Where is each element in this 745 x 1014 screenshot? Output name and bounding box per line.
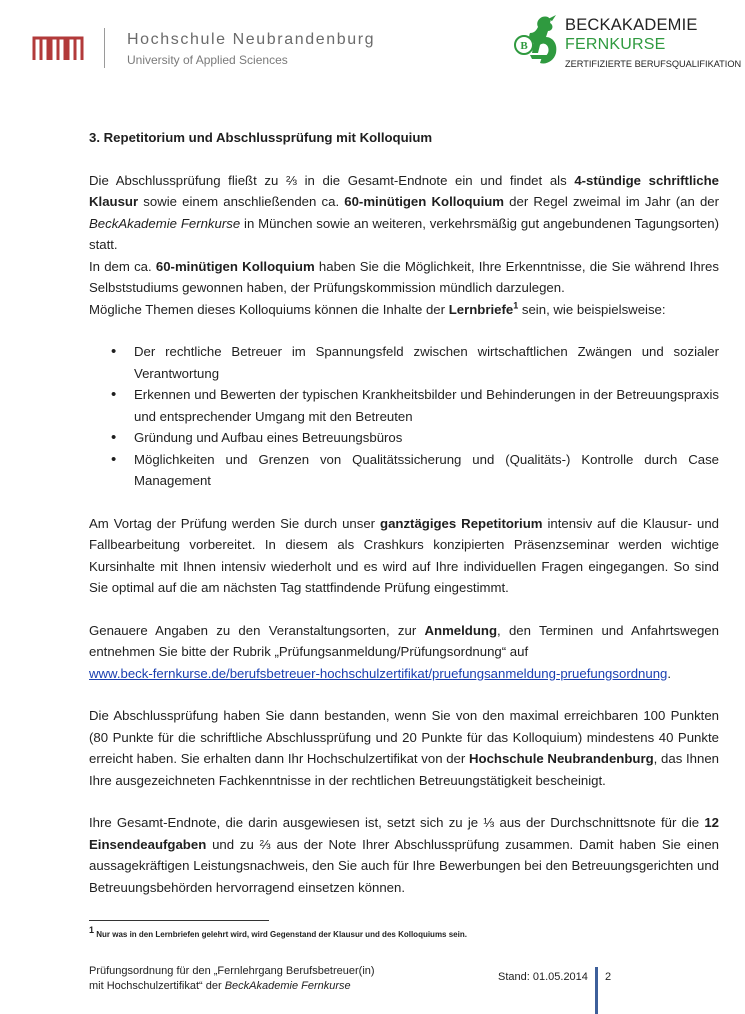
footer-document-title xyxy=(89,964,375,994)
paragraph-registration xyxy=(89,620,719,685)
bold-run: ganztägiges Repetitorium xyxy=(380,515,543,531)
bold-run: 60-minütigen Kolloquium xyxy=(155,258,315,274)
header-separator xyxy=(104,28,105,68)
svg-text:B: B xyxy=(520,40,528,52)
footnote-number: 1 xyxy=(89,925,95,936)
text-run: intensiv auf die Klausur- und Fallbearbeitung vorbereitet. In diesem als Crashkurs konzipierten Präsenzseminar werden wichtige Kursinhalte mit Ihnen intensiv wiederholt und es wird auf Ihre individuellen Fragen eingegangen. So sind Sie optimal auf die am nächsten Tag stattfindende Prüfung eingestimmt. xyxy=(89,515,719,595)
footer-accent-bar xyxy=(595,967,598,1014)
footer-line: mit Hochschulzertifikat“ der xyxy=(89,980,225,992)
text-run: Die Abschlussprüfung haben Sie dann bestanden, wenn Sie von den maximal erreichbaren 100 Punkten (80 Punkte für die schriftliche Abschlussprüfung und 20 Punkte für das Kolloquium) mindestens 40 Punkte erreicht haben. Sie erhalten dann Ihr Hochschulzertifikat von der xyxy=(89,708,719,766)
text-run: der Regel zweimal im Jahr (an der xyxy=(504,194,719,209)
hochschule-name: Hochschule Neubrandenburg xyxy=(127,31,376,48)
text-run: In dem ca. xyxy=(89,258,156,274)
page-number: 2 xyxy=(605,971,612,983)
text-run: Am Vortag der Prüfung werden Sie durch unser xyxy=(89,515,381,531)
list-item: • Erkennen und Bewerten der typischen Krankheitsbilder und Behinderungen in der Betreuungspraxis und entsprechender Umgang mit den Betreuten xyxy=(89,384,719,427)
beckakademie-griffin-logo-icon xyxy=(512,13,562,69)
text-run: Genauere Angaben zu den Veranstaltungsorten, zur xyxy=(89,622,425,638)
bold-run: Hochschule Neubrandenburg xyxy=(468,751,654,766)
section-heading: 3. Repetitorium und Abschlussprüfung mit Kolloquium xyxy=(89,130,433,145)
registration-link[interactable]: www.beck-fernkurse.de/berufsbetreuer-hochschulzertifikat/pruefungsanmeldung-pruefungsordnung xyxy=(89,665,668,681)
text-run: haben Sie die Möglichkeit, Ihre Erkenntnisse, die Sie während Ihres Selbststudiums gewonnen haben, der Prüfungskommission mündlich darzulegen. xyxy=(89,258,719,295)
footnote-separator xyxy=(89,920,269,921)
bold-run: 60-minütigen Kolloquium xyxy=(344,194,505,209)
text-run: sein, wie beispielsweise: xyxy=(518,301,666,317)
paragraph-exam-overview xyxy=(89,170,719,256)
beckakademie-fernkurse: FERNKURSE xyxy=(565,36,666,53)
list-item: • Gründung und Aufbau eines Betreuungsbüros xyxy=(89,427,719,449)
footnote-reference: 1 xyxy=(513,300,519,311)
text-run: in München sowie an weiteren, verkehrsmäßig gut angebundenen Tagungsorten) statt. xyxy=(89,215,719,252)
footnote-text: Nur was in den Lernbriefen gelehrt wird, wird Gegenstand der Klausur und des Kolloquiums sein. xyxy=(94,930,467,939)
bold-run: 4-stündige schriftliche Klausur xyxy=(89,172,719,209)
paragraph-colloquium xyxy=(89,256,719,299)
text-run: Ihre Gesamt-Endnote, die darin ausgewiesen ist, setzt sich zu je ⅓ aus der Durchschnittsnote für die xyxy=(89,815,705,830)
document-body xyxy=(89,127,719,898)
text-run: und zu ⅔ aus der Note Ihrer Abschlussprüfung zusammen. Damit haben Sie einen aussagekräftigen Leistungsnachweis, den Sie auch für Ihre Bewerbungen bei den Betreuungsgerichten und Betreuungsbehörden hervorragend einsetzen können. xyxy=(89,836,719,895)
text-run: Die Abschlussprüfung fließt zu ⅔ in die Gesamt-Endnote ein und findet als xyxy=(89,172,575,188)
paragraph-topics-intro xyxy=(89,299,719,321)
footer-line: Prüfungsordnung für den „Fernlehrgang Berufsbetreuer(in) xyxy=(89,965,375,977)
footer-date: Stand: 01.05.2014 xyxy=(498,971,588,983)
beckakademie-name: BECKAKADEMIE xyxy=(565,16,698,34)
bold-run: Anmeldung xyxy=(424,622,498,638)
paragraph-passing-criteria xyxy=(89,705,719,791)
hochschule-subtitle: University of Applied Sciences xyxy=(127,53,288,67)
text-run: sowie einem anschließenden ca. xyxy=(138,194,345,209)
paragraph-repetitorium xyxy=(89,513,719,599)
italic-run: BeckAkademie Fernkurse xyxy=(89,215,241,231)
bold-run: 12 Einsendeaufgaben xyxy=(89,815,719,852)
paragraph-final-grade xyxy=(89,812,719,898)
hochschule-logo-icon xyxy=(32,32,84,62)
footnote xyxy=(89,925,467,939)
text-run: , das Ihnen Ihre ausgezeichneten Fachkenntnisse in der rechtlichen Betreuungstätigkeit bescheinigt. xyxy=(89,751,719,788)
text-run: , den Terminen und Anfahrtswegen entnehmen Sie bitte der Rubrik „Prüfungsanmeldung/Prüfungsordnung“ auf xyxy=(89,622,719,659)
topics-list xyxy=(89,341,719,492)
bold-run: Lernbriefe xyxy=(448,301,514,317)
beckakademie-tagline: ZERTIFIZIERTE BERUFSQUALIFIKATION xyxy=(565,59,742,69)
text-run: Mögliche Themen dieses Kolloquiums können die Inhalte der xyxy=(89,301,449,317)
text-run: . xyxy=(667,665,672,681)
footer-brand: BeckAkademie Fernkurse xyxy=(224,980,351,992)
list-item: • Möglichkeiten und Grenzen von Qualitätssicherung und (Qualitäts-) Kontrolle durch Case Management xyxy=(89,449,719,492)
list-item: • Der rechtliche Betreuer im Spannungsfeld zwischen wirtschaftlichen Zwängen und sozialer Verantwortung xyxy=(89,341,719,384)
